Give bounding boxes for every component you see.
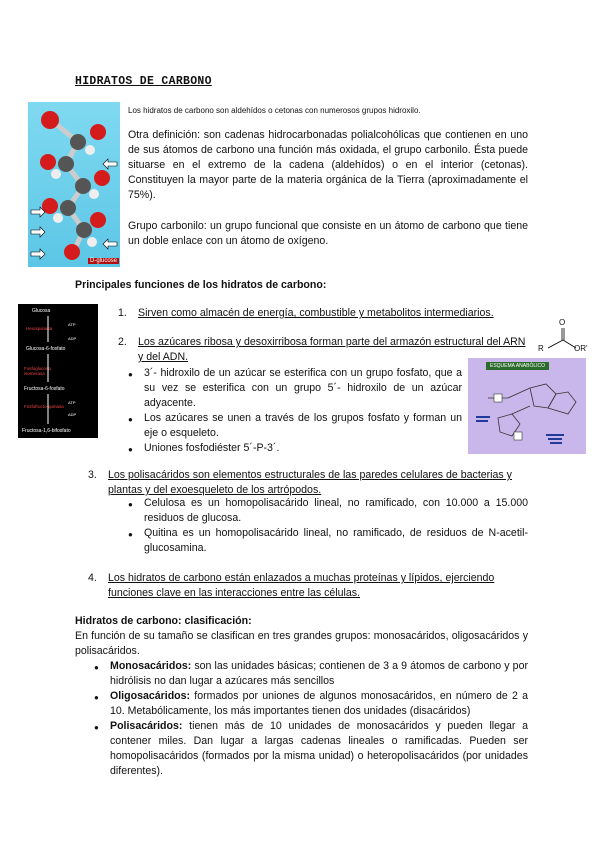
- list-item: ● Celulosa es un homopolisacárido lineal, no ramificado, con 10.000 a 15.000 residuos de glucosa.: [144, 496, 528, 526]
- page-title: HIDRATOS DE CARBONO: [75, 75, 212, 88]
- function-item-4: [88, 571, 528, 601]
- glycolysis-side-label: ADP: [68, 412, 77, 417]
- glycolysis-side-label: ATP: [68, 400, 76, 405]
- classification-intro: En función de su tamaño se clasifican en tres grandes grupos: monosacáridos, oligosacáridos y polisacáridos.: [75, 630, 528, 657]
- classification-text: tienen más de 10 unidades de monosacáridos y pueden llegar a contener miles. Dan lugar a largas cadenas lineales o ramificadas. Pueden ser homopolisacáridos (formados por la misma unidad) o heteropolisacáridos (por unidades diferentes).: [110, 720, 528, 777]
- list-item: [110, 689, 528, 719]
- classification-text: son las unidades básicas; contienen de 3 a 9 átomos de carbono y por hidrólisis no dan lugar a azúcares más sencillos: [110, 660, 528, 687]
- carbonyl-paragraph: Grupo carbonilo: un grupo funcional que consiste en un átomo de carbono que tiene un doble enlace con un átomo de oxígeno.: [128, 220, 528, 247]
- function-item-3: [88, 468, 528, 498]
- function-number: 2.: [118, 336, 127, 348]
- glycolysis-label: Fosfoglucosa isomerasa: [24, 366, 51, 376]
- glycolysis-label: Fosfofructo-quinasa: [24, 404, 64, 409]
- glucose-model-image: [28, 102, 120, 267]
- classification-heading: Hidratos de carbono: clasificación:: [75, 615, 252, 627]
- glycolysis-label: Glucosa: [32, 308, 51, 314]
- glycolysis-label: Glucosa-6-fosfato: [26, 346, 66, 352]
- list-item: ● 3´- hidroxilo de un azúcar se esterifica con un grupo fosfato, que a su vez se esterifica con un grupo 5´- hidroxilo de un azúcar adyacente.: [144, 366, 462, 411]
- classification-term: Monosacáridos:: [110, 660, 192, 672]
- function-number: 4.: [88, 572, 97, 584]
- intro-line: Los hidratos de carbono son aldehídos o cetonas con numerosos grupos hidroxilo.: [128, 106, 421, 115]
- function-text: Los azúcares ribosa y desoxirribosa forman parte del armazón estructural del ARN y del ADN.: [138, 336, 526, 363]
- ester-structure-image: [532, 318, 592, 358]
- glycolysis-image: [18, 304, 98, 438]
- functions-heading: Principales funciones de los hidratos de carbono:: [75, 279, 327, 291]
- function-number: 3.: [88, 469, 97, 481]
- glycolysis-side-label: ADP: [68, 336, 77, 341]
- list-item: [110, 659, 528, 689]
- list-item: [110, 719, 528, 779]
- function-text: Los hidratos de carbono están enlazados a muchas proteínas y lípidos, ejerciendo funciones clave en las interacciones entre las células.: [108, 572, 495, 599]
- definition-paragraph: Otra definición: son cadenas hidrocarbonadas polialcohólicas que contienen en uno de sus átomos de carbono una función más oxidada, el grupo carbonilo. Ésta puede situarse en el extremo de la cadena (aldehídos) o en el interior (cetonas). Constituyen la mayor parte de la materia orgánica de la Tierra (aproximadamente el 75%).: [128, 129, 528, 201]
- function-2-bullets: [144, 366, 462, 456]
- function-item-2: [118, 335, 528, 365]
- glycolysis-arrows: [18, 304, 98, 438]
- glycolysis-label: Fructosa-1,6-bifosfato: [22, 428, 71, 434]
- glycolysis-side-label: ATP: [68, 322, 76, 327]
- glycolysis-label: Hexoquinasa: [26, 326, 53, 331]
- classification-text: formados por uniones de algunos monosacáridos, en número de 2 a 10. Metabólicamente, los más importantes tienen dos unidades (disacáridos): [110, 690, 528, 717]
- glucose-molecule-drawing: [28, 102, 120, 267]
- classification-term: Oligosacáridos:: [110, 690, 191, 702]
- glucose-image-label: D-glucose: [90, 258, 118, 264]
- list-item: ● Los azúcares se unen a través de los grupos fosfato y forman un eje o esqueleto.: [144, 411, 462, 441]
- classification-list: [110, 659, 528, 779]
- glycolysis-label: Fructosa-6-fosfato: [24, 386, 65, 392]
- classification-term: Polisacáridos:: [110, 720, 183, 732]
- function-text: Los polisacáridos son elementos estructurales de las paredes celulares de bacterias y plantas y del exoesqueleto de los artrópodos.: [108, 469, 512, 496]
- function-3-bullets: [144, 496, 528, 556]
- function-text: Sirven como almacén de energía, combustible y metabolitos intermediarios.: [138, 307, 494, 319]
- function-item-1: [118, 306, 528, 321]
- function-number: 1.: [118, 307, 127, 319]
- dna-structure-image: [468, 358, 586, 454]
- dna-structure-drawing: [468, 358, 586, 454]
- ester-r-label: R: [538, 344, 544, 353]
- dna-image-title: ESQUEMA ANABÓLICO: [486, 362, 549, 370]
- list-item: ● Quitina es un homopolisacárido lineal, no ramificado, de residuos de N-acetil-glucosamina.: [144, 526, 528, 556]
- ester-oxygen-label: O: [559, 318, 566, 327]
- ester-or-label: OR': [574, 344, 588, 353]
- list-item: ● Uniones fosfodiéster 5´-P-3´.: [144, 441, 462, 456]
